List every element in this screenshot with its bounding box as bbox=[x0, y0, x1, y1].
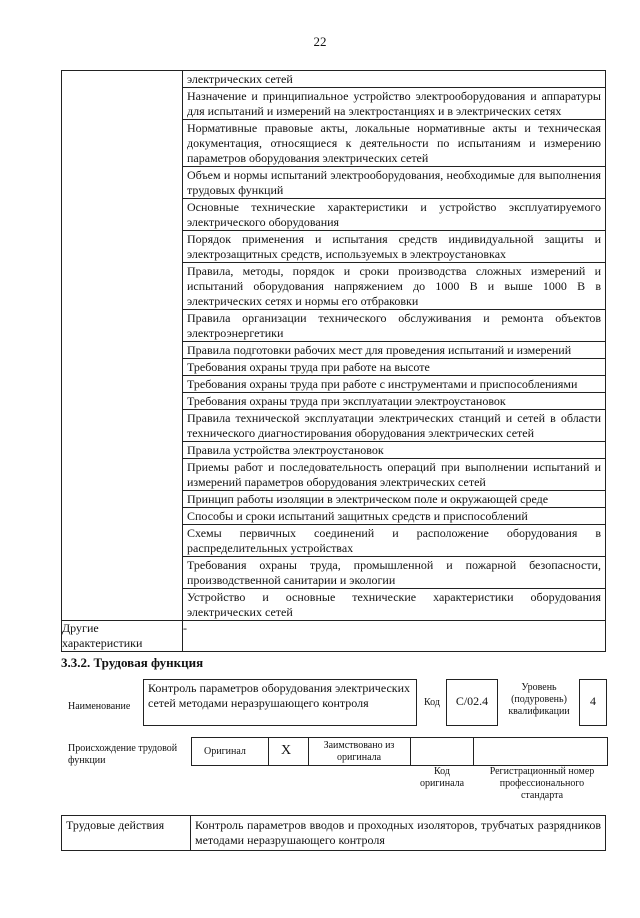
knowledge-item: Объем и нормы испытаний электрооборудования, необходимые для выполнения трудовых функций bbox=[183, 167, 605, 199]
knowledge-item: Приемы работ и последовательность операций при выполнении испытаний и измерений параметров оборудования электрических сетей bbox=[183, 459, 605, 491]
code-box bbox=[446, 679, 498, 726]
borrowed-label: Заимствовано из оригинала bbox=[323, 740, 395, 763]
knowledge-item: Устройство и основные технические характеристики оборудования электрических сетей bbox=[187, 590, 601, 619]
reg-number-label: Регистрационный номер профессионального стандарта bbox=[489, 766, 595, 801]
knowledge-item: Правила устройства электроустановок bbox=[183, 442, 605, 459]
knowledge-item: Требования охраны труда при эксплуатации электроустановок bbox=[183, 393, 605, 410]
knowledge-item: Правила технической эксплуатации электрических станций и сетей в области технического диагностирования оборудования электрических сетей bbox=[183, 410, 605, 442]
knowledge-item: Правила, методы, порядок и сроки производства сложных измерений и испытаний оборудования напряжением до 1000 В и выше 1000 В в электрических сетях и нормы его отбраковки bbox=[183, 263, 605, 310]
level-box bbox=[579, 679, 607, 726]
knowledge-item: Порядок применения и испытания средств индивидуальной защиты и электрозащитных средств, используемых в электроустановках bbox=[183, 231, 605, 263]
knowledge-item: Требования охраны труда при работе на высоте bbox=[183, 359, 605, 376]
code-label: Код bbox=[424, 697, 440, 708]
knowledge-items-cell bbox=[183, 71, 606, 621]
code-original-label: Код оригинала bbox=[419, 766, 465, 789]
name-box bbox=[143, 679, 417, 726]
other-characteristics-label: Другие характеристики bbox=[62, 621, 183, 652]
actions-label: Трудовые действия bbox=[62, 816, 191, 851]
level-value: 4 bbox=[590, 694, 596, 708]
actions-table bbox=[61, 815, 606, 851]
page-number: 22 bbox=[313, 34, 327, 49]
knowledge-item: Нормативные правовые акты, локальные нормативные акты и техническая документация, относящиеся к деятельности по испытаниям и измерению параметров оборудования электрических сетей bbox=[183, 120, 605, 167]
knowledge-item: Требования охраны труда при работе с инструментами и приспособлениями bbox=[183, 376, 605, 393]
original-label: Оригинал bbox=[204, 746, 246, 757]
knowledge-label-cell bbox=[62, 71, 183, 621]
knowledge-item: Требования охраны труда, промышленной и пожарной безопасности, производственной санитарии и экологии bbox=[183, 557, 605, 589]
level-label: Уровень (подуровень) квалификации bbox=[508, 682, 570, 717]
name-label: Наименование bbox=[68, 701, 131, 712]
section-title: 3.3.2. Трудовая функция bbox=[61, 655, 204, 670]
other-characteristics-value: - bbox=[183, 621, 606, 652]
origin-label: Происхождение трудовой функции bbox=[68, 743, 178, 766]
original-mark: X bbox=[281, 743, 292, 758]
knowledge-item: Схемы первичных соединений и расположение оборудования в распределительных устройствах bbox=[183, 525, 605, 557]
knowledge-item: Правила подготовки рабочих мест для проведения испытаний и измерений bbox=[183, 342, 605, 359]
knowledge-item: Назначение и принципиальное устройство электрооборудования и аппаратуры для испытаний и измерений на электростанциях и в электрических сетях bbox=[183, 88, 605, 120]
knowledge-item: электрических сетей bbox=[183, 71, 605, 88]
knowledge-table bbox=[61, 70, 606, 652]
knowledge-item: Основные технические характеристики и устройство эксплуатируемого электрического оборудования bbox=[183, 199, 605, 231]
knowledge-item: Принцип работы изоляции в электрическом поле и окружающей среде bbox=[183, 491, 605, 508]
name-value: Контроль параметров оборудования электрических сетей методами неразрушающего контроля bbox=[148, 681, 411, 710]
actions-value: Контроль параметров вводов и проходных изоляторов, трубчатых разрядников методами неразрушающего контроля bbox=[191, 816, 606, 851]
knowledge-item: Способы и сроки испытаний защитных средств и приспособлений bbox=[183, 508, 605, 525]
knowledge-item: Правила организации технического обслуживания и ремонта объектов электроэнергетики bbox=[183, 310, 605, 342]
code-value: С/02.4 bbox=[455, 694, 489, 708]
